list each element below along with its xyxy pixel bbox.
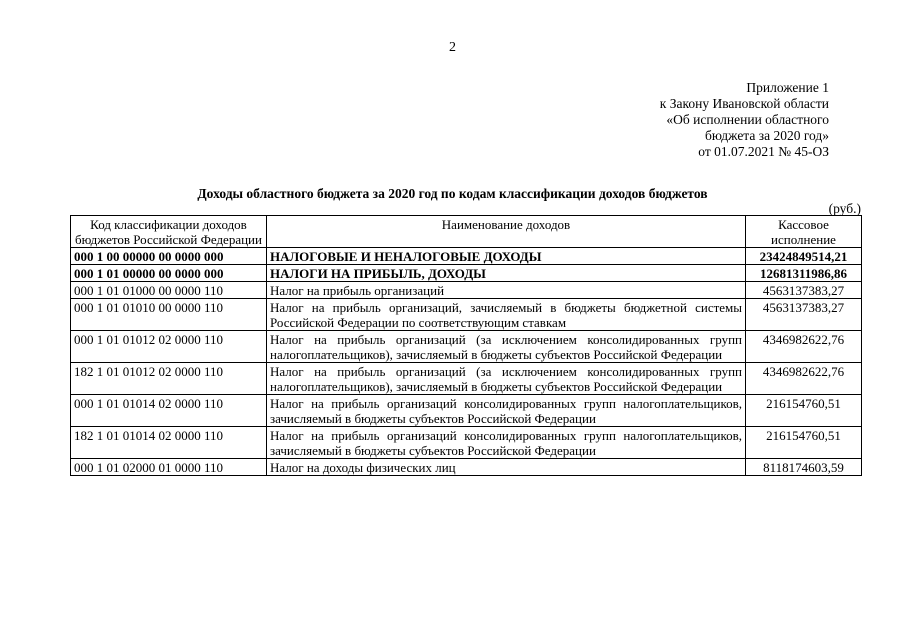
name-cell: Налог на прибыль организаций (за исключением консолидированных групп налогоплательщиков), зачисляемый в бюджеты субъектов Российской Федерации [267, 363, 746, 395]
name-cell: Налог на прибыль организаций, зачисляемый в бюджеты бюджетной системы Российской Федерации по соответствующим ставкам [267, 299, 746, 331]
amount-cell: 4346982622,76 [746, 331, 862, 363]
table-row [71, 363, 862, 395]
appendix-line: от 01.07.2021 № 45-ОЗ [698, 144, 829, 159]
table-row [71, 427, 862, 459]
table-row [71, 395, 862, 427]
code-cell: 182 1 01 01014 02 0000 110 [71, 427, 267, 459]
amount-cell: 23424849514,21 [746, 248, 862, 265]
table-row [71, 331, 862, 363]
appendix-line: бюджета за 2020 год» [705, 128, 829, 143]
table-row [71, 282, 862, 299]
name-cell: Налог на прибыль организаций [267, 282, 746, 299]
name-cell: Налог на доходы физических лиц [267, 459, 746, 476]
appendix-line: «Об исполнении областного [666, 112, 829, 127]
amount-cell: 12681311986,86 [746, 265, 862, 282]
table-row [71, 265, 862, 282]
appendix-note [660, 80, 829, 160]
table-header-row [71, 216, 862, 248]
code-cell: 000 1 01 01010 00 0000 110 [71, 299, 267, 331]
amount-cell: 8118174603,59 [746, 459, 862, 476]
code-cell: 000 1 01 01014 02 0000 110 [71, 395, 267, 427]
code-cell: 000 1 01 01000 00 0000 110 [71, 282, 267, 299]
appendix-line: Приложение 1 [746, 80, 829, 95]
currency-unit: (руб.) [828, 201, 861, 216]
column-header-code: Код классификации доходов бюджетов Российской Федерации [71, 216, 267, 248]
amount-cell: 4346982622,76 [746, 363, 862, 395]
column-header-name: Наименование доходов [267, 216, 746, 248]
table-row [71, 459, 862, 476]
amount-cell: 4563137383,27 [746, 299, 862, 331]
table-row [71, 248, 862, 265]
name-cell: Налог на прибыль организаций консолидированных групп налогоплательщиков, зачисляемый в бюджеты субъектов Российской Федерации [267, 395, 746, 427]
amount-cell: 216154760,51 [746, 427, 862, 459]
code-cell: 000 1 01 01012 02 0000 110 [71, 331, 267, 363]
code-cell: 000 1 01 02000 01 0000 110 [71, 459, 267, 476]
code-cell: 000 1 01 00000 00 0000 000 [71, 265, 267, 282]
appendix-line: к Закону Ивановской области [659, 96, 829, 111]
name-cell: НАЛОГИ НА ПРИБЫЛЬ, ДОХОДЫ [267, 265, 746, 282]
amount-cell: 216154760,51 [746, 395, 862, 427]
name-cell: Налог на прибыль организаций (за исключением консолидированных групп налогоплательщиков), зачисляемый в бюджеты субъектов Российской Федерации [267, 331, 746, 363]
table-row [71, 299, 862, 331]
amount-cell: 4563137383,27 [746, 282, 862, 299]
document-title: Доходы областного бюджета за 2020 год по кодам классификации доходов бюджетов [197, 186, 708, 201]
column-header-amount: Кассовое исполнение [746, 216, 862, 248]
name-cell: НАЛОГОВЫЕ И НЕНАЛОГОВЫЕ ДОХОДЫ [267, 248, 746, 265]
income-table [70, 215, 862, 476]
name-cell: Налог на прибыль организаций консолидированных групп налогоплательщиков, зачисляемый в бюджеты субъектов Российской Федерации [267, 427, 746, 459]
code-cell: 182 1 01 01012 02 0000 110 [71, 363, 267, 395]
code-cell: 000 1 00 00000 00 0000 000 [71, 248, 267, 265]
page-number: 2 [449, 40, 456, 55]
